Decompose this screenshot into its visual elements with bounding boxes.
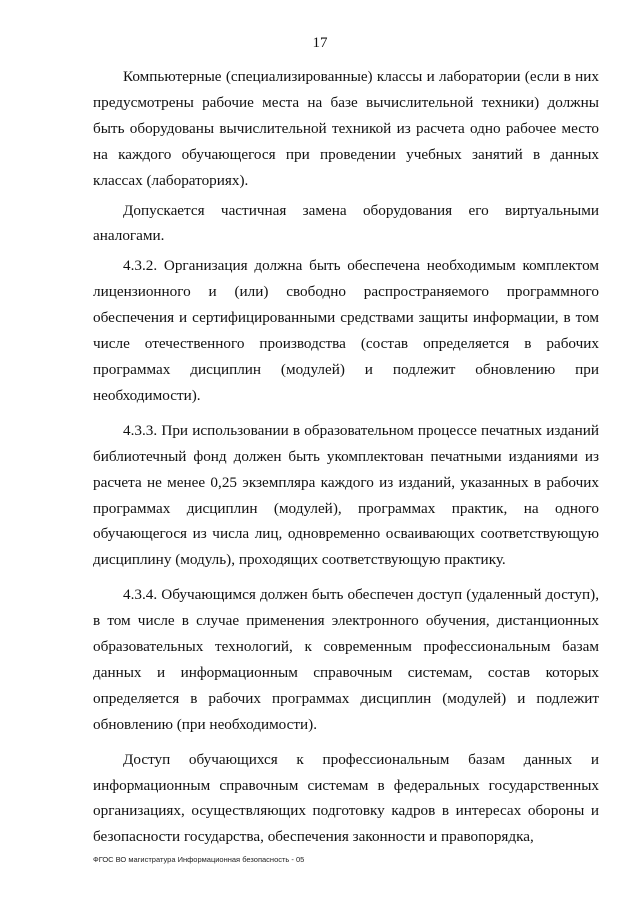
paragraph-virtual-analogs: Допускается частичная замена оборудования его виртуальными аналогами. [93,201,599,245]
document-body [93,64,599,859]
paragraph-4-3-3: 4.3.3. При использовании в образовательном процессе печатных изданий библиотечный фонд должен быть укомплектован печатными изданиями из расчета не менее 0,25 экземпляра каждого из изданий, указанных в рабочих программах дисциплин (модулей), программах практик, на одного обучающегося из числа лиц, одновременно осваивающих соответствующую дисциплину (модуль), проходящих соответствующую практику. [93,421,599,569]
paragraph-computer-classes: Компьютерные (специализированные) классы и лаборатории (если в них предусмотрены рабочие места на базе вычислительной техники) должны быть оборудованы вычислительной техникой из расчета одно рабочее место на каждого обучающегося при проведении учебных занятий в данных классах (лабораториях). [93,68,599,189]
paragraph-4-3-4: 4.3.4. Обучающимся должен быть обеспечен доступ (удаленный доступ), в том числе в случае применения электронного обучения, дистанционных образовательных технологий, к современным профессиональным базам данных и информационным справочным системам, состав которых определяется в рабочих программах дисциплин (модулей) и подлежит обновлению (при необходимости). [93,586,599,733]
page-footer: ФГОС ВО магистратура Информационная безопасность - 05 [93,855,305,864]
paragraph-4-3-2: 4.3.2. Организация должна быть обеспечена необходимым комплектом лицензионного и (или) свободно распространяемого программного обеспечения и сертифицированными средствами защиты информации, в том числе отечественного производства (состав определяется в рабочих программах дисциплин (модулей) и подлежит обновлению при необходимости). [93,257,599,404]
page-number: 17 [312,35,328,51]
paragraph-access: Доступ обучающихся к профессиональным базам данных и информационным справочным системам в федеральных государственных организациях, осуществляющих подготовку кадров в интересах обороны и безопасности государства, обеспечения законности и правопорядка, [93,750,599,846]
